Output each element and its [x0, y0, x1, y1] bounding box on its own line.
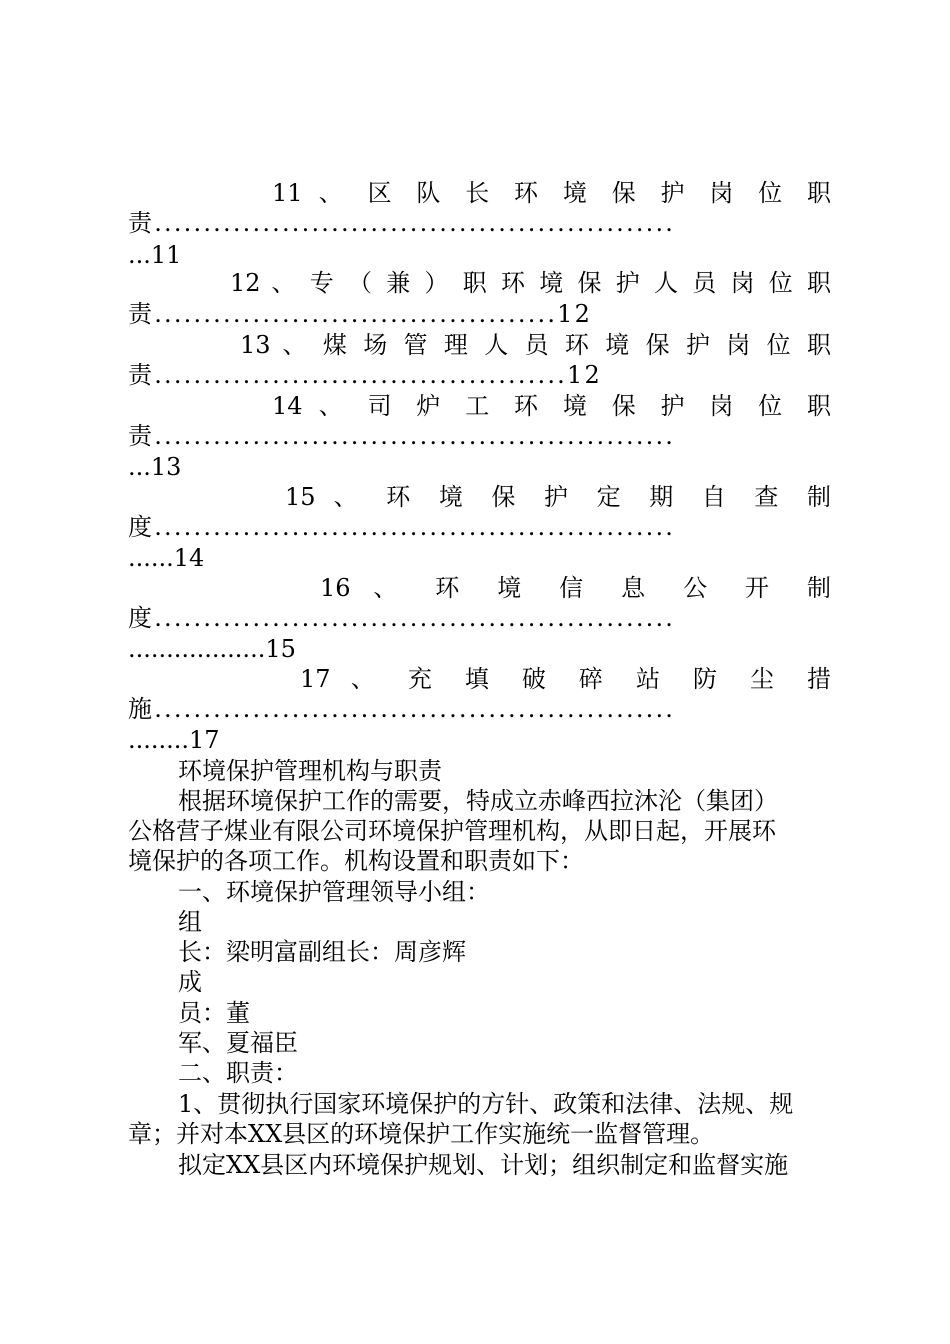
toc-entry-17-page: ........17: [128, 726, 220, 754]
text-line: 军、夏福臣: [178, 1029, 298, 1057]
toc-entry-17-dots: 施.....................................................: [128, 695, 676, 723]
section-title: 一、环境保护管理领导小组：: [178, 878, 490, 906]
toc-entry-11-title: 11 、 区 队 长 环 境 保 护 岗 位 职: [272, 179, 831, 207]
toc-entry-15-page: ......14: [128, 544, 205, 572]
toc-entry-14-title: 14 、 司 炉 工 环 境 保 护 岗 位 职: [272, 392, 831, 420]
toc-entry-16-title: 16 、 环 境 信 息 公 开 制: [320, 574, 831, 602]
toc-entry-15-title: 15 、 环 境 保 护 定 期 自 查 制: [285, 483, 831, 511]
text-line: 成: [178, 968, 202, 996]
toc-entry-13-title: 13 、 煤 场 管 理 人 员 环 境 保 护 岗 位 职: [240, 331, 831, 359]
toc-entry-16-dots: 度.....................................................: [128, 604, 676, 632]
toc-entry-11-dots: 责.....................................................: [128, 209, 676, 237]
paragraph-line: 境保护的各项工作。机构设置和职责如下：: [128, 847, 584, 875]
text-line: 长：梁明富副组长：周彦辉: [178, 938, 466, 966]
toc-entry-13-dots: 责..........................................12: [128, 361, 602, 389]
paragraph-line: 1、贯彻执行国家环境保护的方针、政策和法律、法规、规: [178, 1090, 794, 1118]
toc-entry-14-page: ...13: [128, 453, 182, 481]
toc-entry-12-dots: 责.........................................12: [128, 300, 593, 328]
section-heading: 环境保护管理机构与职责: [178, 757, 442, 785]
toc-entry-15-dots: 度.....................................................: [128, 513, 676, 541]
paragraph-line: 根据环境保护工作的需要，特成立赤峰西拉沐沦（集团）: [178, 787, 778, 815]
toc-entry-16-page: ..................15: [128, 635, 296, 663]
toc-entry-12-title: 12 、 专 （ 兼 ） 职 环 境 保 护 人 员 岗 位 职: [230, 269, 831, 297]
toc-entry-11-page: ...11: [128, 241, 182, 269]
text-line: 组: [178, 908, 202, 936]
toc-entry-17-title: 17 、 充 填 破 碎 站 防 尘 措: [300, 665, 831, 693]
paragraph-line: 拟定XX县区内环境保护规划、计划；组织制定和监督实施: [178, 1151, 789, 1179]
section-title: 二、职责：: [178, 1059, 298, 1087]
toc-entry-14-dots: 责.....................................................: [128, 422, 676, 450]
paragraph-line: 章；并对本XX县区的环境保护工作实施统一监督管理。: [128, 1120, 715, 1148]
text-line: 员：董: [178, 999, 250, 1027]
paragraph-line: 公格营子煤业有限公司环境保护管理机构，从即日起，开展环: [128, 817, 776, 845]
